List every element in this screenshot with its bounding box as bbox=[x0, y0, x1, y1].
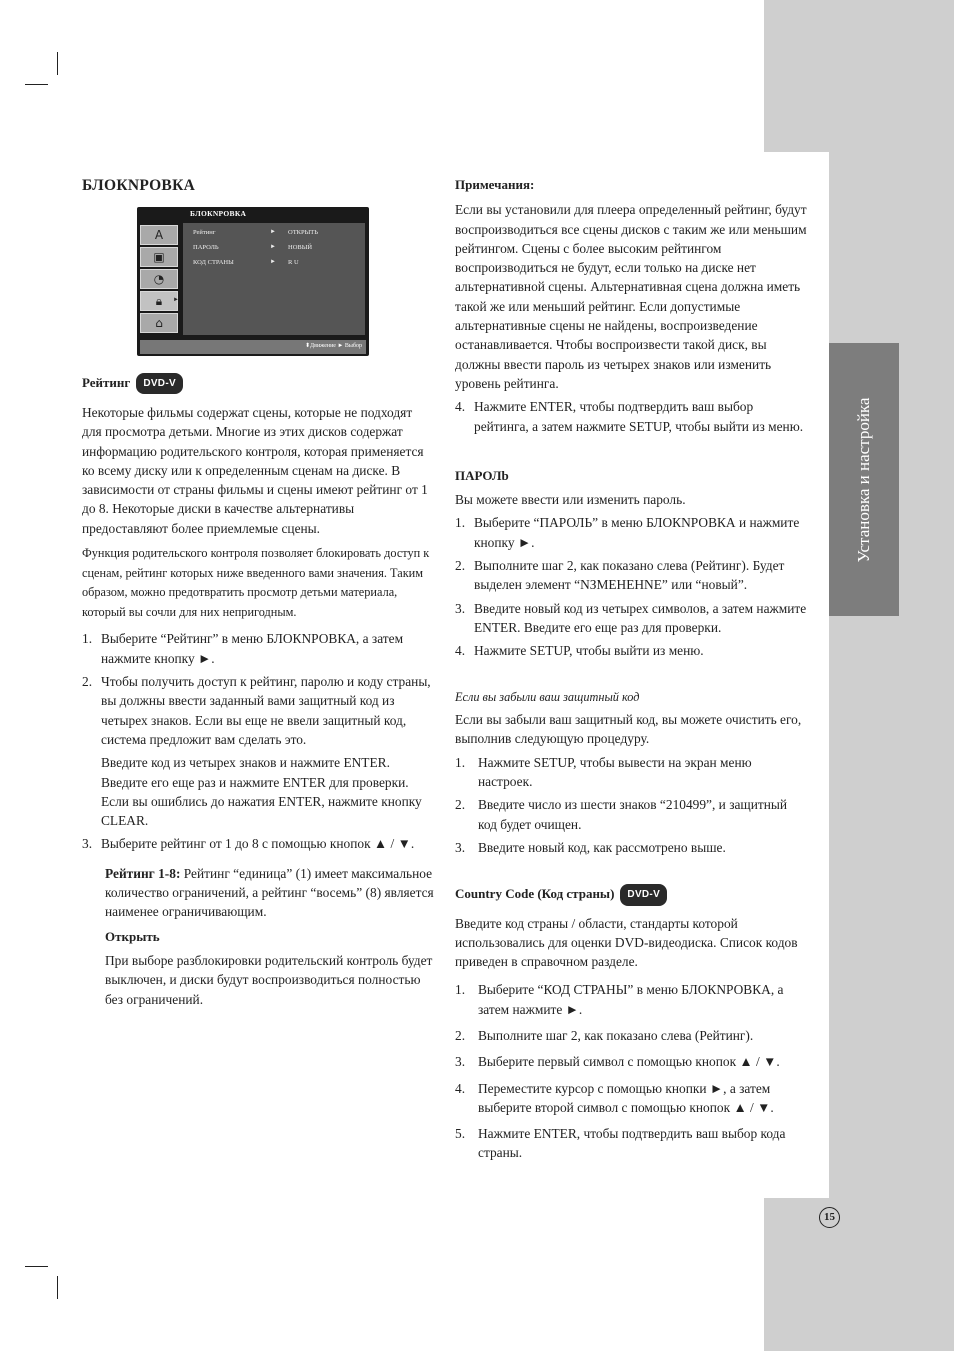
margin-band-right bbox=[829, 152, 954, 1198]
step-number: 3. bbox=[82, 836, 93, 852]
open-text: При выборе разблокировки родительский контроль будет выключен, и диски будут воспроизводиться полностью без ограничений. bbox=[105, 952, 433, 1007]
menu-row-arrow-icon: ► bbox=[270, 259, 276, 265]
step-text: Выберите “Рейтинг” в меню БЛОКNРОВКА, а затем нажмите кнопку ►. bbox=[101, 631, 404, 666]
list-item bbox=[455, 397, 807, 436]
step-text: Нажмите SETUP, чтобы выйти из меню. bbox=[474, 643, 704, 659]
menu-row-arrow-icon: ► bbox=[270, 229, 276, 235]
country-intro: Введите код страны / области, стандарты которой использовались для оценки DVD-видеодиска. Список кодов приведен в справочном разделе. bbox=[455, 915, 798, 970]
menu-panel bbox=[183, 223, 365, 335]
rating-heading: Рейтинг bbox=[82, 375, 131, 390]
step-number: 4. bbox=[455, 399, 466, 415]
crop-mark bbox=[57, 1276, 58, 1299]
list-item bbox=[455, 556, 807, 595]
notes-text: Если вы установили для плеера определенный рейтинг, будут воспроизводиться все сцены дисков с таким же или меньшим рейтингом. Сцены с более высоким рейтингом воспроизводиться не будут, если только на диске нет альтернативной сцены. Альтернативная сцена должна иметь такой же или меньший рейтинг. Если допустимые альтернативные сцены не найдены, воспроизведение останавливается. Чтобы воспроизвести такой диск, вы должны ввести пароль из четырех знаков или изменить уровень рейтинга. bbox=[455, 202, 807, 391]
list-item bbox=[455, 980, 807, 1019]
step-number: 3. bbox=[455, 1054, 466, 1070]
forgot-intro: Если вы забыли ваш защитный код, вы можете очистить его, выполнив следующую процедуру. bbox=[455, 712, 802, 747]
country-steps bbox=[455, 980, 807, 1162]
list-item bbox=[455, 1079, 807, 1118]
left-body bbox=[82, 403, 434, 1009]
menu-row-label: ПАРОЛЬ bbox=[193, 244, 219, 251]
menu-row-value: НОВЫЙ bbox=[288, 244, 313, 251]
step-number: 4. bbox=[455, 1080, 466, 1096]
dvd-v-badge: DVD-V bbox=[620, 884, 667, 905]
step-text: Выберите рейтинг от 1 до 8 с помощью кнопок ▲ / ▼. bbox=[101, 836, 415, 852]
list-item bbox=[455, 753, 807, 792]
step-text: Чтобы получить доступ к рейтинг, паролю и коду страны, вы должны ввести заданный вами защитный код из четырех знаков. Если вы еще не ввели защитный код, система предложит вам сделать это. bbox=[101, 674, 431, 747]
password-intro: Вы можете ввести или изменить пароль. bbox=[455, 492, 686, 508]
list-item bbox=[82, 672, 434, 749]
step-text: Выполните шаг 2, как показано слева (Рейтинг). bbox=[478, 1027, 754, 1043]
rating-18-label: Рейтинг 1-8: bbox=[105, 865, 181, 881]
rating-steps bbox=[455, 397, 807, 436]
step-text: Выберите “ПАРОЛЬ” в меню БЛОКNРОВКА и нажмите кнопку ►. bbox=[474, 515, 800, 550]
list-item bbox=[82, 629, 434, 668]
country-heading: Country Code (Код страны) bbox=[455, 886, 615, 902]
list-item bbox=[455, 599, 807, 638]
section-tab bbox=[829, 343, 899, 616]
step-text: Введите новый код, как рассмотрено выше. bbox=[478, 839, 726, 855]
step-number: 1. bbox=[455, 754, 466, 770]
list-item bbox=[455, 513, 807, 552]
password-heading: ПАРОЛb bbox=[455, 467, 509, 483]
rating-18-text: Рейтинг “единица” (1) имеет максимальное количество ограничений, а рейтинг “восемь” (8) является наименее ограничивающим. bbox=[105, 865, 434, 920]
step-number: 2. bbox=[455, 1027, 466, 1043]
language-icon: A bbox=[140, 225, 178, 245]
list-item bbox=[82, 834, 434, 853]
right-body bbox=[455, 175, 807, 1163]
step-number: 1. bbox=[82, 631, 93, 647]
list-item bbox=[455, 1124, 807, 1163]
forgot-steps bbox=[455, 753, 807, 857]
lock-icon: 🔒︎ bbox=[140, 291, 178, 311]
menu-row-arrow-icon: ► bbox=[270, 244, 276, 250]
rating-steps bbox=[82, 834, 434, 853]
forgot-heading: Если вы забыли ваш защитный код bbox=[455, 689, 640, 704]
audio-icon: ◔ bbox=[140, 269, 178, 289]
step-text: Выберите “КОД СТРАНЫ” в меню БЛОКNРОВКА, а затем нажмите ►. bbox=[478, 982, 784, 1017]
step-text: Выберите первый символ с помощью кнопок ▲ / ▼. bbox=[478, 1054, 780, 1070]
others-icon: ⌂ bbox=[140, 313, 178, 333]
password-steps bbox=[455, 513, 807, 660]
paragraph: Некоторые фильмы содержат сцены, которые не подходят для просмотра детьми. Многие из этих дисков содержат информацию родительского контроля, которая применяется ко всему диску или к определенным сценам на диске. В зависимости от страны фильмы и сцены имеют рейтинг от 1 до 8. Некоторые диски в качестве альтернативы предоставляют более приемлемые сцены. bbox=[82, 405, 428, 536]
open-heading: Открыть bbox=[105, 928, 160, 944]
step-number: 3. bbox=[455, 600, 466, 616]
display-icon: ▣ bbox=[140, 247, 178, 267]
step-number: 1. bbox=[455, 982, 466, 998]
notes-heading: Примечания: bbox=[455, 177, 535, 192]
selected-arrow-icon: ► bbox=[173, 297, 179, 303]
step-number: 2. bbox=[455, 797, 466, 813]
step-number: 4. bbox=[455, 643, 466, 659]
paragraph: Функция родительского контроля позволяет блокировать доступ к сценам, рейтинг которых ниже введенного вами значения. Таким образом, можно предотвратить просмотр детьми материала, который вы сочли для них непригодным. bbox=[82, 546, 430, 619]
step-number: 5. bbox=[455, 1126, 466, 1142]
list-item bbox=[455, 1052, 807, 1071]
step-detail: Введите код из четырех знаков и нажмите ENTER. Введите его еще раз и нажмите ENTER для проверки. Если вы ошиблись до нажатия ENTER, нажмите кнопку CLEAR. bbox=[101, 755, 422, 829]
crop-mark bbox=[25, 84, 48, 85]
menu-row-label: Рейтинг bbox=[193, 229, 216, 236]
step-number: 2. bbox=[82, 674, 93, 690]
country-heading-line bbox=[455, 884, 807, 905]
crop-mark bbox=[25, 1266, 48, 1267]
step-number: 2. bbox=[455, 558, 466, 574]
dvd-v-badge: DVD-V bbox=[136, 373, 183, 394]
rating-heading-line bbox=[82, 373, 432, 394]
menu-footer bbox=[140, 340, 366, 354]
rating-18-note bbox=[82, 864, 434, 922]
menu-row-label: КОД СТРАНЫ bbox=[193, 259, 234, 266]
menu-title: БЛОКNРОВКА bbox=[190, 209, 247, 218]
step-text: Выполните шаг 2, как показано слева (Рейтинг). Будет выделен элемент “NЗМЕНЕНNЕ” или “новый”. bbox=[474, 558, 785, 593]
menu-hint bbox=[305, 342, 362, 349]
margin-band-bottom bbox=[764, 1198, 954, 1351]
step-number: 3. bbox=[455, 839, 466, 855]
section-tab-label: Установка и настройка bbox=[854, 397, 873, 562]
margin-band-top bbox=[764, 0, 954, 152]
step-text: Введите число из шести знаков “210499”, и защитный код будет очищен. bbox=[478, 797, 788, 832]
step-number: 1. bbox=[455, 515, 466, 531]
updown-icon: ⬍ bbox=[304, 343, 311, 349]
menu-row-value: R U bbox=[288, 259, 299, 266]
step-text: Переместите курсор с помощью кнопки ►, а затем выберите второй символ с помощью кнопок ▲ / ▼. bbox=[478, 1080, 774, 1115]
crop-mark bbox=[57, 52, 58, 75]
list-item bbox=[455, 641, 807, 660]
list-item bbox=[455, 838, 807, 857]
section-title: БЛОКNРОВКА bbox=[82, 177, 196, 194]
rating-steps bbox=[82, 629, 434, 749]
step-text: Нажмите ENTER, чтобы подтвердить ваш выбор кода страны. bbox=[478, 1126, 786, 1161]
lock-menu-screenshot bbox=[137, 207, 369, 356]
step-text: Нажмите ENTER, чтобы подтвердить ваш выбор рейтинга, а затем нажмите SETUP, чтобы выйти из меню. bbox=[474, 399, 804, 434]
page-number: 15 bbox=[819, 1207, 840, 1228]
list-item bbox=[455, 1026, 807, 1045]
list-item bbox=[455, 795, 807, 834]
step-text: Нажмите SETUP, чтобы вывести на экран меню настроек. bbox=[478, 754, 752, 790]
step-text: Введите новый код из четырех символов, а затем нажмите ENTER. Введите его еще раз для проверки. bbox=[474, 600, 807, 635]
menu-hint-text: Движение ► Выбор bbox=[310, 343, 362, 349]
menu-row-value: ОТКРЫТЬ bbox=[288, 229, 318, 236]
